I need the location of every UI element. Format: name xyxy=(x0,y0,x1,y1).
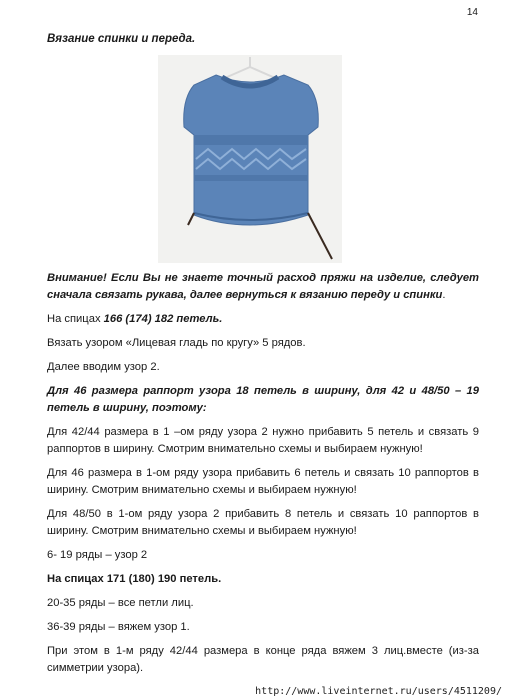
sweater-illustration xyxy=(158,55,342,263)
paragraph-rows-6-19: 6- 19 ряды – узор 2 xyxy=(47,549,148,561)
paragraph-repeat-info: Для 46 размера раппорт узора 18 петель в ширину, для 42 и 48/50 – 19 петель в ширину, поэтому: xyxy=(47,385,479,414)
source-url-watermark: http://www.liveinternet.ru/users/4511209/ xyxy=(255,686,502,697)
section-title: Вязание спинки и переда. xyxy=(47,33,196,45)
paragraph-symmetry: При этом в 1-м ряду 42/44 размера в конце ряда вяжем 3 лиц.вместе (из-за симметрии узора). xyxy=(47,645,479,674)
page-number: 14 xyxy=(466,7,478,18)
paragraph-size-46: Для 46 размера в 1-ом ряду узора прибавить 6 петель и связать 10 раппортов в ширину. Смотрим внимательно схемы и выбираем нужную! xyxy=(47,467,479,496)
paragraph-stitches-171: На спицах 171 (180) 190 петель. xyxy=(47,573,222,585)
paragraph-size-48: Для 48/50 в 1-ом ряду узора 2 прибавить 8 петель и связать 10 раппортов в ширину. Смотрим внимательно схемы и выбираем нужную! xyxy=(47,508,479,537)
sweater-photo xyxy=(158,55,342,263)
stitch-count-paragraph: На спицах 166 (174) 182 петель. xyxy=(47,313,223,325)
paragraph-rows-36-39: 36-39 ряды – вяжем узор 1. xyxy=(47,621,190,633)
body-text xyxy=(47,270,479,684)
paragraph-stockinette: Вязать узором «Лицевая гладь по кругу» 5 рядов. xyxy=(47,337,306,349)
paragraph-pattern2: Далее вводим узор 2. xyxy=(47,361,160,373)
paragraph-rows-20-35: 20-35 ряды – все петли лиц. xyxy=(47,597,194,609)
warning-paragraph: Внимание! Если Вы не знаете точный расход пряжи на изделие, следует сначала связать рукава, далее вернуться к вязанию переду и спинки. xyxy=(47,272,479,301)
paragraph-size-42: Для 42/44 размера в 1 –ом ряду узора 2 нужно прибавить 5 петель и связать 9 раппортов в ширину. Смотрим внимательно схемы и выбираем нужную! xyxy=(47,426,479,455)
